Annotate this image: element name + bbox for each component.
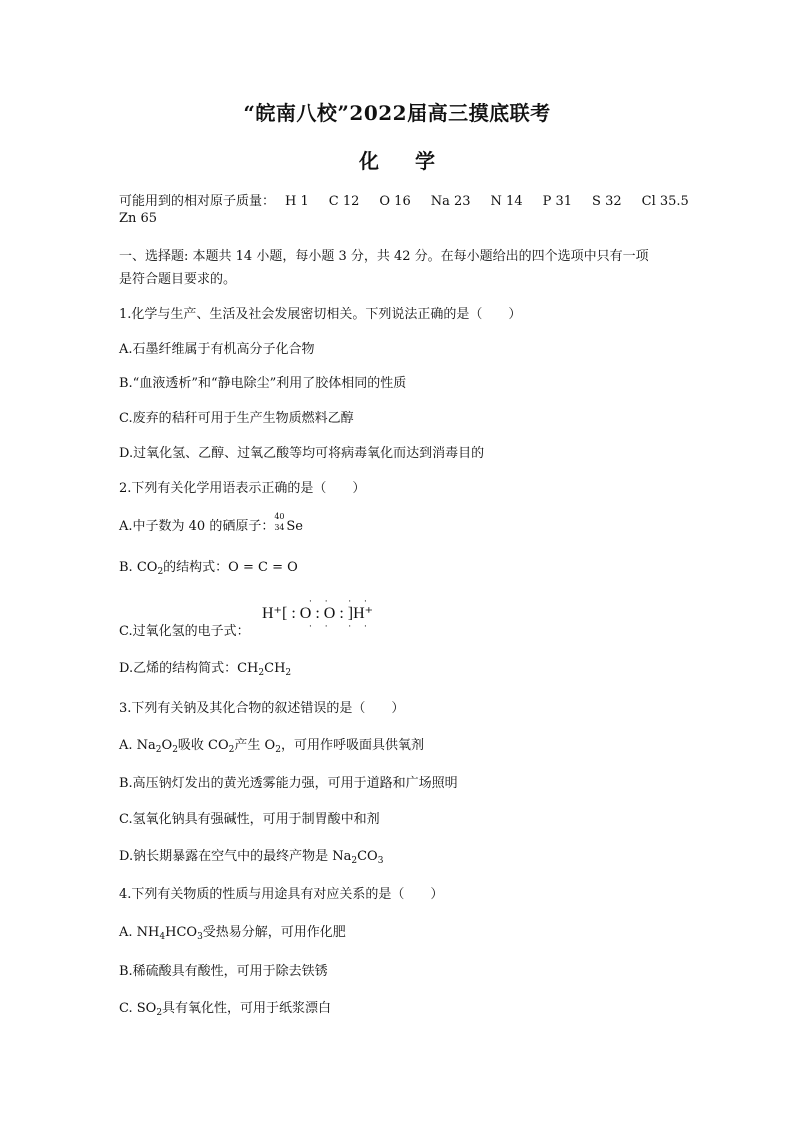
q4-a-part: A. NH — [119, 925, 160, 940]
q4-c-part: C. SO — [119, 1001, 157, 1016]
q1-option-c: C.废弃的秸秆可用于生产生物质燃料乙醇 — [119, 411, 354, 426]
mass-item: H 1 — [285, 194, 309, 209]
mass-item: N 14 — [490, 194, 523, 209]
q1-option-b: B.“血液透析”和“静电除尘”利用了胶体相同的性质 — [119, 376, 407, 391]
q4-a-part: HCO — [165, 925, 198, 940]
subscript: 2 — [351, 856, 358, 866]
q2-option-b — [119, 556, 298, 575]
atomic-number: 34 — [274, 523, 285, 532]
masses-label: 可能用到的相对原子质量： — [119, 194, 276, 209]
mass-item: P 31 — [542, 194, 573, 209]
atomic-masses — [119, 190, 709, 209]
q3-option-d — [119, 845, 383, 864]
q3-a-part: 产生 O — [234, 738, 276, 753]
nuclide-notation — [274, 512, 286, 533]
subscript: 2 — [172, 745, 178, 755]
q2-stem: 2.下列有关化学用语表示正确的是（ ） — [119, 481, 366, 496]
mass-item-last: Zn 65 — [119, 211, 158, 226]
electron-formula: H⁺[ : O : O : ]H⁺ — [262, 605, 374, 622]
q3-option-c: C.氢氧化钠具有强碱性，可用于制胃酸中和剂 — [119, 812, 380, 827]
subscript: 2 — [155, 745, 162, 755]
subscript: 2 — [228, 745, 235, 755]
q3-d-part: D.钠长期暴露在空气中的最终产物是 Na — [119, 849, 352, 864]
section-heading: 一、选择题: 本题共 14 小题，每小题 3 分，共 42 分。在每小题给出的四个选项中只有一项 — [119, 249, 649, 264]
q3-a-part: 吸收 CO — [177, 738, 229, 753]
q3-a-part: A. Na — [119, 738, 156, 753]
subscript: 3 — [377, 856, 384, 866]
q2-d-text: D.乙烯的结构简式：CH — [119, 661, 259, 676]
subscript: 2 — [156, 1008, 163, 1018]
q4-stem: 4.下列有关物质的性质与用途具有对应关系的是（ ） — [119, 887, 444, 902]
q2-a-text: A.中子数为 40 的硒原子： — [119, 519, 275, 534]
q3-a-part: O — [161, 738, 173, 753]
mass-item: O 16 — [379, 194, 411, 209]
q1-option-d: D.过氧化氢、乙醇、过氧乙酸等均可将病毒氧化而达到消毒目的 — [119, 446, 485, 461]
q1-stem: 1.化学与生产、生活及社会发展密切相关。下列说法正确的是（ ） — [119, 307, 522, 322]
q4-c-part: 具有氧化性，可用于纸浆漂白 — [162, 1001, 332, 1016]
subscript: 2 — [258, 668, 265, 678]
q4-a-part: 受热易分解，可用作化肥 — [202, 925, 346, 940]
electron-dots-top: · · · · — [309, 597, 372, 607]
mass-item: Na 23 — [430, 194, 471, 209]
q1-option-a: A.石墨纤维属于有机高分子化合物 — [119, 342, 315, 357]
electron-dots-bottom: · · · · — [309, 622, 372, 632]
q2-option-d — [119, 657, 291, 676]
q2-b-text: 的结构式：O = C = O — [163, 560, 298, 575]
subject-title — [0, 145, 794, 174]
mass-item: C 12 — [328, 194, 360, 209]
q2-option-c: C.过氧化氢的电子式： — [119, 624, 250, 639]
subject-char-2: 学 — [415, 149, 435, 173]
q3-stem: 3.下列有关钠及其化合物的叙述错误的是（ ） — [119, 701, 405, 716]
q2-b-formula: B. CO — [119, 560, 158, 575]
q3-a-part: ，可用作呼吸面具供氧剂 — [280, 738, 424, 753]
subscript: 3 — [197, 932, 203, 942]
q4-option-c — [119, 997, 331, 1016]
q2-option-a — [119, 512, 303, 534]
q4-option-b: B.稀硫酸具有酸性，可用于除去铁锈 — [119, 964, 328, 979]
subscript: 4 — [159, 932, 166, 942]
exam-title: “皖南八校”2022届高三摸底联考 — [243, 101, 551, 125]
mass-item: S 32 — [592, 194, 622, 209]
subject-char-1: 化 — [359, 149, 379, 173]
mass-number: 40 — [274, 512, 285, 521]
mass-item: Cl 35.5 — [641, 194, 689, 209]
subscript: 2 — [157, 567, 164, 577]
subscript: 2 — [275, 745, 281, 755]
q3-d-part: CO — [357, 849, 378, 864]
subscript: 2 — [285, 668, 292, 678]
q2-d-formula: CH — [264, 661, 286, 676]
q4-option-a — [119, 921, 346, 940]
section-heading-cont: 是符合题目要求的。 — [119, 272, 237, 287]
q3-option-a — [119, 734, 424, 753]
element-symbol: Se — [286, 519, 303, 534]
q3-option-b: B.高压钠灯发出的黄光透雾能力强，可用于道路和广场照明 — [119, 776, 458, 791]
